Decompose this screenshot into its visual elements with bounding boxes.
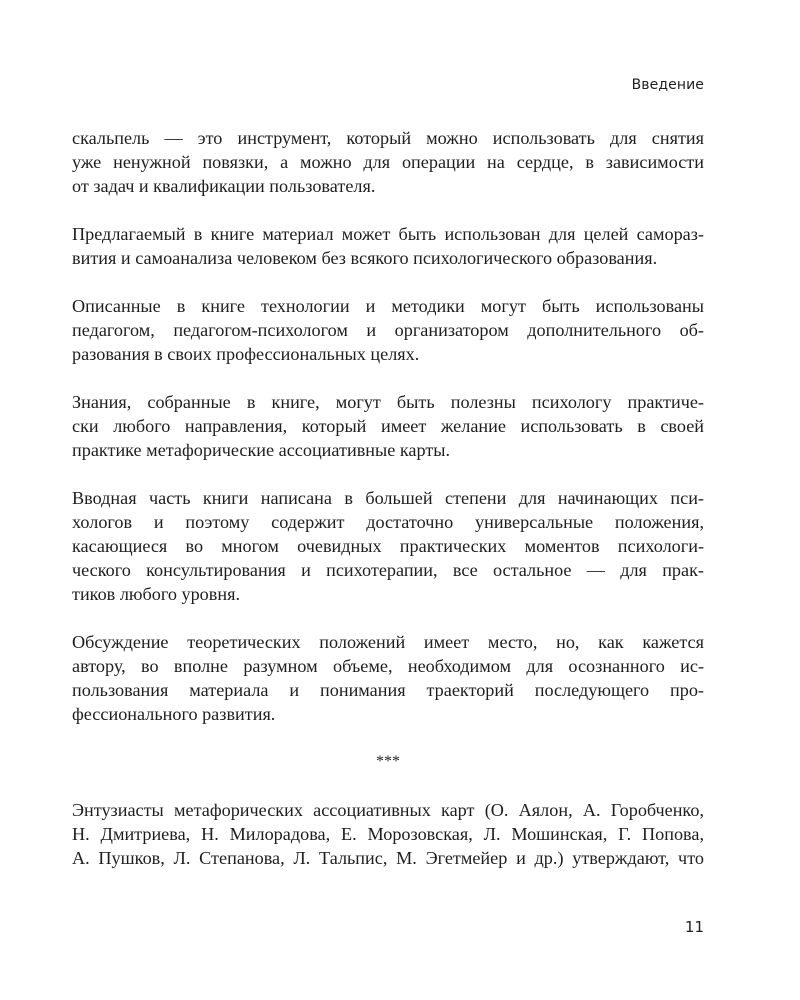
- text-line: педагогом, педагогом-психологом и организатором дополнительного об-: [72, 320, 704, 340]
- paragraph: [72, 222, 704, 270]
- text-line: автору, во вполне разумном объеме, необходимом для осознанного ис-: [72, 656, 704, 676]
- text-line: касающиеся во многом очевидных практических моментов психологи-: [72, 536, 704, 556]
- paragraph-gap: [72, 366, 704, 390]
- text-line: Предлагаемый в книге материал может быть использован для целей самораз-: [72, 224, 704, 244]
- paragraph: [72, 630, 704, 726]
- paragraph: [72, 390, 704, 462]
- text-line: Описанные в книге технологии и методики могут быть использованы: [72, 296, 704, 316]
- text-line: Н. Дмитриева, Н. Милорадова, Е. Морозовская, Л. Мошинская, Г. Попова,: [72, 824, 704, 844]
- text-line: Знания, собранные в книге, могут быть полезны психологу практиче-: [72, 392, 704, 412]
- text-line: Энтузиасты метафорических ассоциативных карт (О. Аялон, А. Горобченко,: [72, 800, 704, 820]
- text-line: ски любого направления, который имеет желание использовать в своей: [72, 416, 704, 436]
- paragraph-gap: [72, 270, 704, 294]
- paragraph-gap: [72, 726, 704, 750]
- paragraph: [72, 294, 704, 366]
- text-line: Вводная часть книги написана в большей степени для начинающих пси-: [72, 488, 704, 508]
- running-header: Введение: [631, 77, 704, 93]
- paragraph-gap: [72, 606, 704, 630]
- section-separator: ***: [376, 753, 400, 770]
- text-line: от задач и квалификации пользователя.: [72, 176, 376, 196]
- text-line: хологов и поэтому содержит достаточно универсальные положения,: [72, 512, 704, 532]
- paragraph-gap: [72, 774, 704, 798]
- text-line: вития и самоанализа человеком без всякого психологического образования.: [72, 248, 658, 268]
- text-line: разования в своих профессиональных целях.: [72, 344, 420, 364]
- paragraph-gap: [72, 462, 704, 486]
- text-line: практике метафорические ассоциативные карты.: [72, 440, 451, 460]
- page-number: 11: [684, 918, 704, 936]
- paragraph-gap: [72, 198, 704, 222]
- paragraph: [72, 486, 704, 606]
- text-line: фессионального развития.: [72, 704, 276, 724]
- paragraph: [72, 126, 704, 198]
- text-line: уже ненужной повязки, а можно для операции на сердце, в зависимости: [72, 152, 704, 172]
- text-line: пользования материала и понимания траекторий последующего про-: [72, 680, 704, 700]
- text-line: скальпель — это инструмент, который можно использовать для снятия: [72, 128, 704, 148]
- text-line: А. Пушков, Л. Степанова, Л. Тальпис, М. Эгетмейер и др.) утверждают, что: [72, 848, 704, 868]
- body-text: [72, 126, 704, 870]
- text-line: ческого консультирования и психотерапии, все остальное — для прак-: [72, 560, 704, 580]
- paragraph: [72, 798, 704, 870]
- text-line: Обсуждение теоретических положений имеет место, но, как кажется: [72, 632, 704, 652]
- text-line: тиков любого уровня.: [72, 584, 240, 604]
